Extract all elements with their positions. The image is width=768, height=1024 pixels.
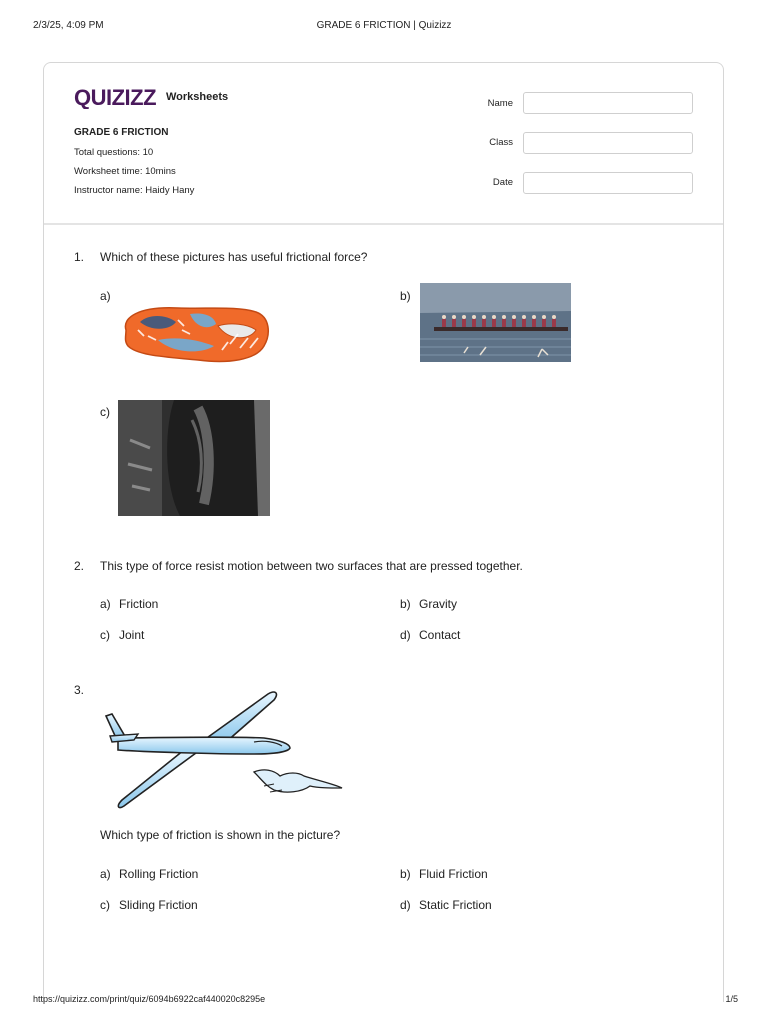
date-label: Date	[492, 177, 513, 188]
option-text: Rolling Friction	[119, 867, 199, 881]
name-field[interactable]	[523, 92, 693, 114]
option-text: Contact	[419, 628, 461, 642]
date-field[interactable]	[523, 172, 693, 194]
option-label: a)	[100, 867, 111, 881]
print-url: https://quizizz.com/print/quiz/6094b6922caf440020c8295e	[33, 994, 266, 1004]
question-1-number: 1.	[74, 250, 85, 264]
question-3-option-c[interactable]	[100, 898, 198, 912]
dragon-boat-image	[420, 283, 571, 362]
question-2-option-b[interactable]	[400, 597, 457, 611]
option-text: Joint	[119, 628, 145, 642]
page-number: 1/5	[725, 994, 738, 1004]
option-label: c)	[100, 898, 110, 912]
question-3-number: 3.	[74, 683, 85, 697]
question-1-option-c[interactable]	[100, 405, 119, 419]
print-title: GRADE 6 FRICTION | Quizizz	[316, 20, 452, 31]
option-text: Static Friction	[419, 898, 492, 912]
question-1-option-b[interactable]	[400, 289, 419, 303]
class-field[interactable]	[523, 132, 693, 154]
option-text: Sliding Friction	[119, 898, 198, 912]
brand-subtitle: Worksheets	[166, 91, 229, 103]
question-3-option-a[interactable]	[100, 867, 198, 881]
option-label: b)	[400, 597, 411, 611]
option-text: Fluid Friction	[419, 867, 488, 881]
question-3-option-d[interactable]	[400, 898, 492, 912]
svg-text:QUIZIZZ: QUIZIZZ	[74, 85, 157, 109]
worksheet	[43, 62, 724, 1002]
worksheet-header	[44, 63, 723, 225]
instructor-name: Instructor name: Haidy Hany	[74, 185, 195, 196]
question-1-option-a[interactable]	[100, 289, 119, 303]
question-1-text: Which of these pictures has useful frictional force?	[100, 250, 368, 264]
running-shoe-sole-image	[118, 300, 272, 370]
question-3-text: Which type of friction is shown in the picture?	[100, 828, 341, 842]
total-questions: Total questions: 10	[74, 147, 154, 158]
option-label: c)	[100, 405, 110, 419]
brand	[74, 85, 228, 109]
option-text: Gravity	[419, 597, 458, 611]
option-label: c)	[100, 628, 110, 642]
option-label: b)	[400, 867, 411, 881]
worksheet-time: Worksheet time: 10mins	[74, 166, 176, 177]
class-label: Class	[489, 137, 513, 148]
question-2-option-c[interactable]	[100, 628, 144, 642]
worn-tire-image	[118, 400, 270, 516]
quizizz-logo	[74, 85, 160, 109]
option-label: a)	[100, 289, 111, 303]
question-2-text: This type of force resist motion between two surfaces that are pressed together.	[100, 559, 523, 573]
question-2-option-d[interactable]	[400, 628, 460, 642]
option-label: a)	[100, 597, 111, 611]
option-text: Friction	[119, 597, 159, 611]
glider-image	[104, 688, 344, 810]
option-label: d)	[400, 898, 411, 912]
print-datetime: 2/3/25, 4:09 PM	[33, 20, 104, 31]
name-label: Name	[487, 98, 513, 109]
worksheet-title: GRADE 6 FRICTION	[74, 127, 169, 138]
question-2-number: 2.	[74, 559, 85, 573]
option-label: d)	[400, 628, 411, 642]
option-label: b)	[400, 289, 411, 303]
question-2-option-a[interactable]	[100, 597, 158, 611]
question-3-option-b[interactable]	[400, 867, 488, 881]
